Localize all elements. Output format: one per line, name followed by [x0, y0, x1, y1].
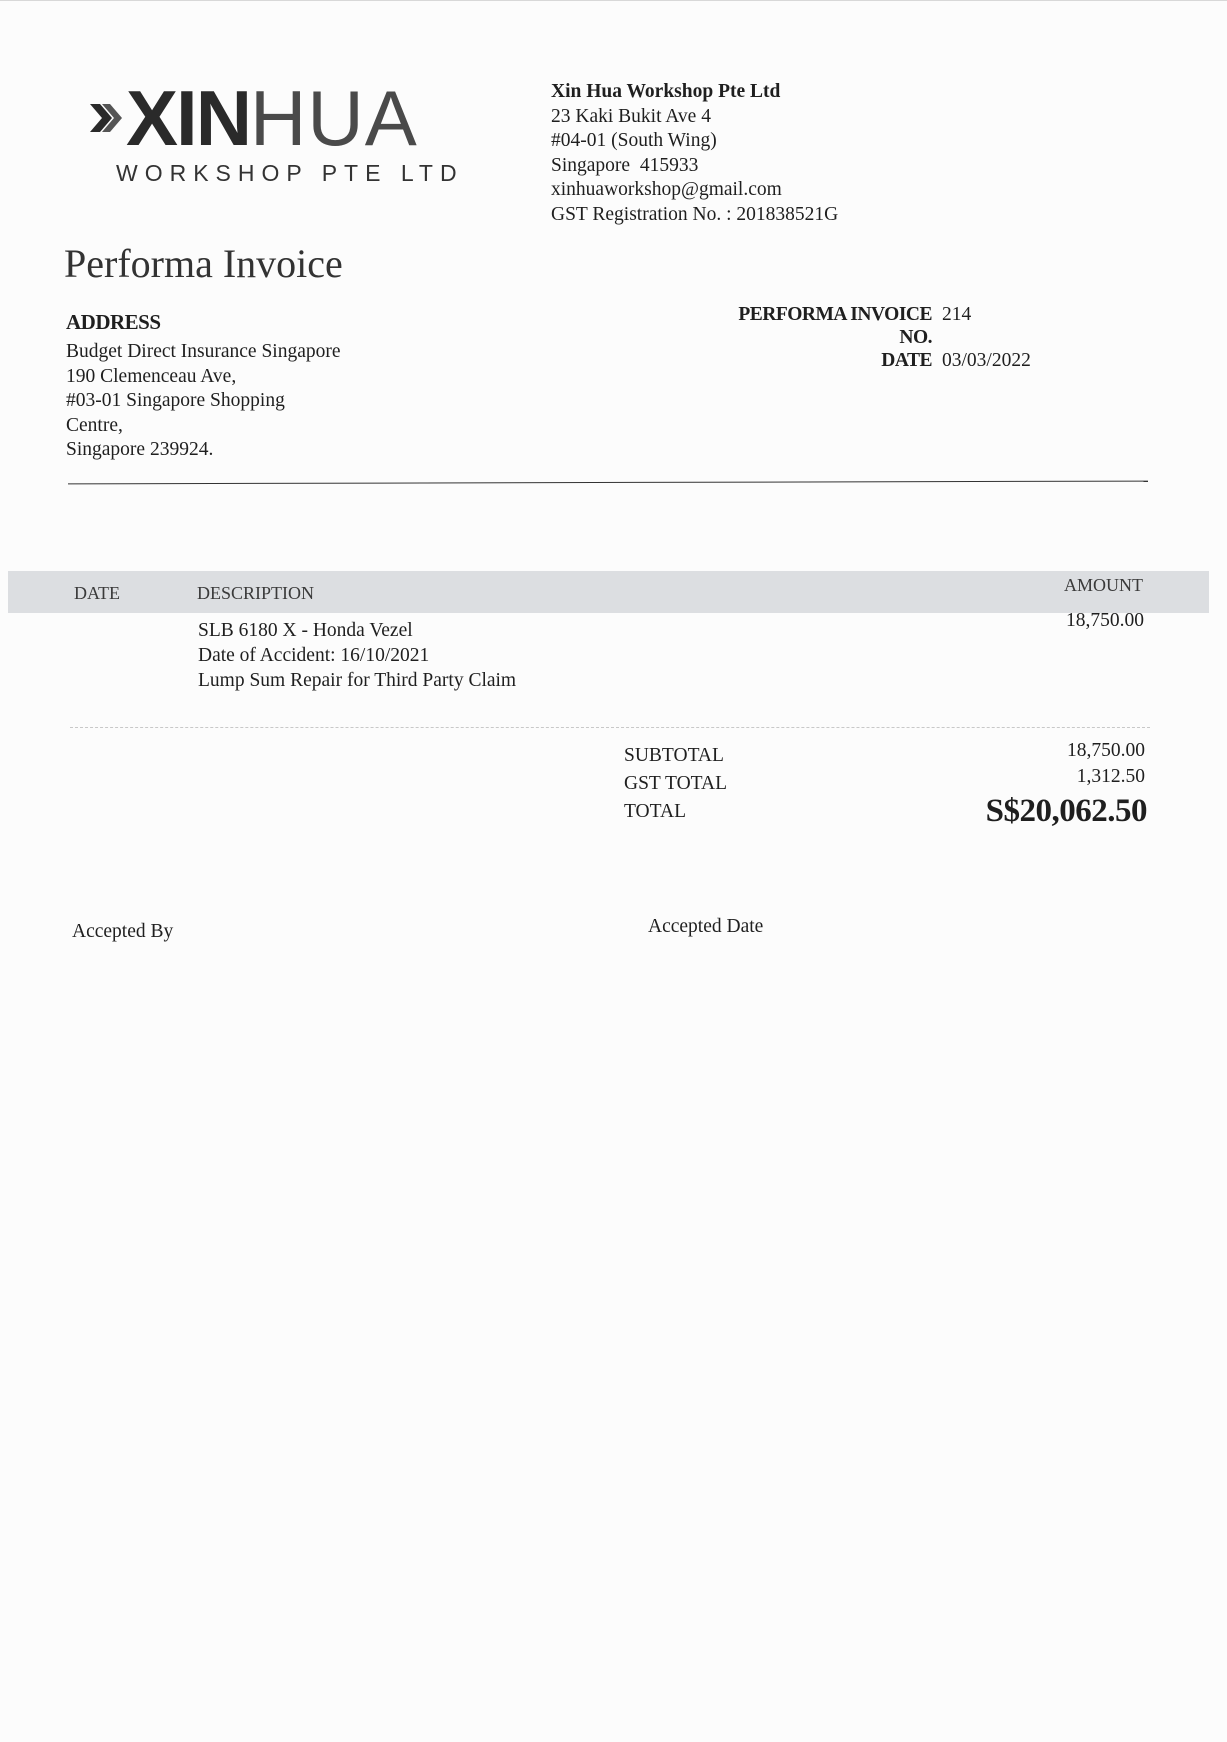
address-line: Singapore 239924.	[66, 439, 214, 460]
logo-word-hua: HUA	[250, 74, 418, 162]
logo-word-xin: XIN	[126, 74, 251, 162]
address-line: 190 Clemenceau Ave,	[66, 365, 237, 387]
accepted-by-label: Accepted By	[72, 921, 174, 942]
table-header	[8, 571, 1209, 613]
totals-labels	[624, 742, 727, 826]
column-header-date: DATE	[74, 583, 120, 603]
invoice-date-row	[700, 349, 1031, 372]
invoice-number: 214	[942, 304, 972, 325]
description-line: SLB 6180 X - Honda Vezel	[198, 620, 413, 641]
total-label: TOTAL	[624, 801, 686, 822]
invoice-number-label	[700, 303, 932, 349]
company-gst-number: GST Registration No. : 201838521G	[551, 203, 839, 225]
page-edge	[0, 0, 1227, 1]
invoice-number-row	[700, 303, 1031, 349]
gst-total-value: 1,312.50	[1076, 766, 1145, 787]
company-address-line: 23 Kaki Bukit Ave 4	[551, 105, 711, 127]
dotted-divider	[70, 727, 1150, 728]
company-address-line: #04-01 (South Wing)	[551, 130, 717, 151]
company-info	[551, 80, 838, 227]
company-name: Xin Hua Workshop Pte Ltd	[551, 81, 781, 102]
column-header-amount: AMOUNT	[1064, 575, 1143, 595]
invoice-number-label-line: PERFORMA INVOICE	[738, 304, 932, 325]
logo-arrow-icon	[90, 100, 124, 136]
company-email: xinhuaworkshop@gmail.com	[551, 179, 782, 200]
accepted-date-label: Accepted Date	[648, 916, 764, 937]
total-value: S$20,062.50	[985, 793, 1147, 829]
subtotal-value: 18,750.00	[1067, 740, 1145, 761]
address-line: Centre,	[66, 414, 123, 436]
line-item-description	[198, 618, 516, 693]
company-address-line: Singapore 415933	[551, 154, 699, 176]
company-logo	[90, 74, 510, 194]
divider	[68, 481, 1148, 485]
subtotal-label: SUBTOTAL	[624, 745, 724, 766]
invoice-date-label: DATE	[881, 350, 932, 371]
logo-tagline: WORKSHOP PTE LTD	[116, 160, 464, 186]
invoice-number-label-line: NO.	[899, 327, 932, 348]
address-line: Budget Direct Insurance Singapore	[66, 341, 341, 362]
column-header-description: DESCRIPTION	[197, 583, 315, 603]
line-item-amount: 18,750.00	[1066, 610, 1144, 631]
invoice-date: 03/03/2022	[942, 350, 1031, 371]
address-line: #03-01 Singapore Shopping	[66, 390, 285, 411]
bill-to-address	[66, 340, 341, 463]
document-title: Performa Invoice	[64, 241, 343, 286]
address-heading: ADDRESS	[66, 310, 161, 334]
description-line: Lump Sum Repair for Third Party Claim	[198, 670, 517, 691]
invoice-meta	[700, 303, 1031, 372]
description-line: Date of Accident: 16/10/2021	[198, 645, 430, 666]
gst-total-label: GST TOTAL	[624, 773, 727, 794]
